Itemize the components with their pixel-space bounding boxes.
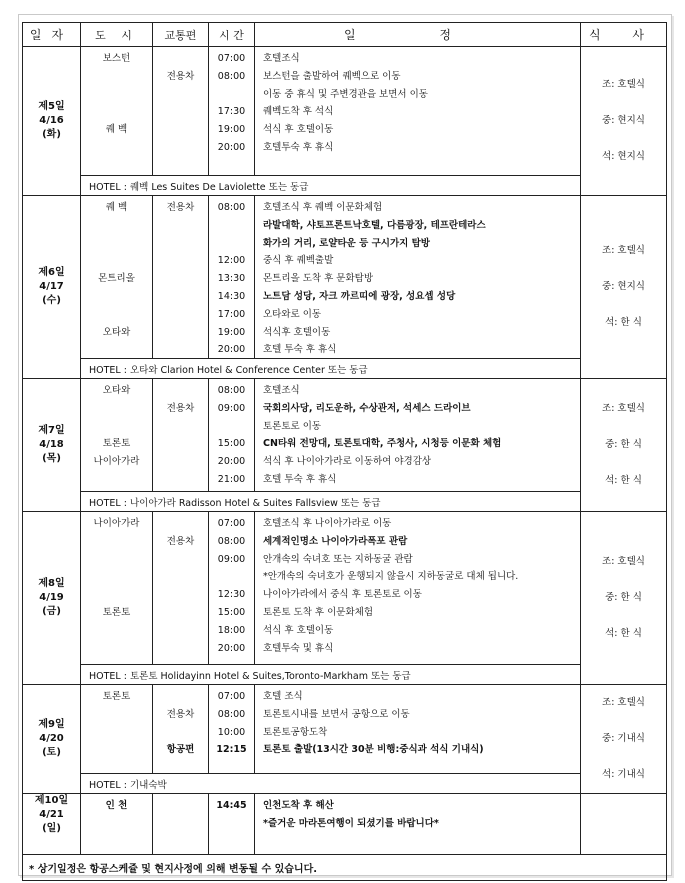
schedule-item: 호텔투숙 후 휴식 [263,141,334,153]
city-cell [81,640,152,658]
day-label-line: 4/20 [39,733,64,744]
time-column [209,685,255,774]
time-cell: 19:00 [217,124,246,136]
time-cell: 17:30 [217,106,246,118]
city-cell [81,471,152,489]
meal-item: 조: 호텔식 [602,697,645,708]
city-cell: 토론토 [102,606,131,618]
day-label-line: (화) [42,129,61,140]
day-label-line: (금) [42,606,61,617]
meal-item: 중: 기내식 [602,733,645,744]
time-cell: 18:00 [217,624,246,636]
meal-item: 중: 현지식 [602,115,645,126]
schedule-item: 화가의 거리, 로얄타운 등 구시가지 탐방 [263,237,430,249]
city-cell [81,724,152,742]
time-cell: 09:00 [217,553,246,565]
header-meal: 식 사 [581,23,667,47]
meal-item: 중: 한 식 [605,439,642,450]
city-cell [81,622,152,640]
transport-cell [153,288,208,306]
day-label-line: 제10일 [34,795,69,806]
transport-cell: 전용차 [166,535,195,547]
day-label [23,794,81,855]
day-row [23,379,667,492]
meal-item: 조: 호텔식 [602,245,645,256]
city-column [81,512,153,665]
day-label [23,379,81,512]
meal-column [581,47,667,196]
meal-item: 석: 한 식 [605,628,642,639]
transport-cell [153,324,208,342]
hotel-info: HOTEL : 토론토 Holidayinn Hotel & Suites,Toronto-Markham 또는 동급 [81,665,581,685]
schedule-item: 호텔 투숙 후 휴식 [263,344,337,356]
schedule-item: 호텔조식 후 퀘벡 이문화체험 [263,202,383,213]
time-cell: 12:15 [216,744,247,756]
schedule-column [255,196,581,359]
time-cell [209,235,254,253]
city-cell [81,217,152,235]
schedule-item: 오타와로 이동 [263,308,322,320]
schedule-item: 호텔 조식 [263,691,303,702]
schedule-item: 석식 후 호텔이동 [263,624,334,636]
time-cell: 07:00 [217,518,246,529]
transport-column [153,47,209,176]
schedule-item: CN타워 전망대, 토론토대학, 주청사, 시청등 이문화 체험 [263,438,502,450]
header-transport: 교통편 [153,23,209,47]
city-cell [81,306,152,324]
day-label-line: (토) [42,747,61,758]
meal-item: 조: 호텔식 [602,79,645,90]
time-cell: 09:00 [217,402,246,414]
city-cell: 퀘 벡 [105,202,128,213]
city-cell [81,288,152,306]
city-cell: 오타와 [102,385,131,396]
meal-item: 중: 현지식 [602,281,645,292]
transport-cell [153,235,208,253]
day-label-line: (목) [42,453,61,464]
transport-cell [153,306,208,324]
time-cell: 20:00 [217,642,246,654]
transport-cell [153,568,208,586]
transport-cell [153,640,208,658]
city-cell [81,586,152,604]
day-label [23,47,81,196]
transport-column [153,685,209,774]
schedule-item: 몬트리올 도착 후 문화탐방 [263,273,374,285]
city-cell [81,568,152,586]
day-label-line: 4/21 [39,809,64,820]
transport-cell: 전용차 [166,402,195,414]
day-label-line: 4/16 [39,115,64,126]
schedule-item: 세계적인명소 나이아가라폭포 관람 [263,535,408,547]
city-cell [81,235,152,253]
city-cell [81,706,152,724]
day-label-line: 제7일 [38,425,65,436]
transport-cell [153,418,208,436]
schedule-item: 석식 후 호텔이동 [263,124,334,136]
city-cell: 퀘 벡 [105,124,128,136]
footer-note: * 상기일정은 항공스케쥴 및 현지사정에 의해 변동될 수 있습니다. [23,855,667,881]
transport-column [153,794,209,855]
meal-column [581,685,667,794]
day-label [23,196,81,379]
hotel-row [23,176,667,196]
time-cell: 07:00 [217,53,246,64]
meal-item: 석: 현지식 [602,151,645,162]
schedule-item: 인천도착 후 해산 [263,800,334,811]
transport-cell: 전용차 [166,708,195,720]
time-cell: 13:30 [217,273,246,285]
city-cell [81,103,152,121]
day-row [23,685,667,774]
city-column [81,685,153,774]
time-cell: 19:00 [217,326,246,338]
meal-column [581,196,667,379]
schedule-column [255,47,581,176]
time-cell: 08:00 [217,202,246,213]
day-label-line: (일) [42,823,61,834]
schedule-item: 석식후 호텔이동 [263,326,331,338]
meal-item: 석: 한 식 [605,475,642,486]
schedule-item: 석식 후 나이아가라로 이동하여 야경감상 [263,456,432,468]
header-schedule: 일 정 [255,23,581,47]
meal-column [581,794,667,855]
transport-cell [153,586,208,604]
meal-column [581,512,667,685]
transport-cell [153,688,208,706]
hotel-info: HOTEL : 나이아가라 Radisson Hotel & Suites Fallsview 또는 동급 [81,492,581,512]
day-label-line: 4/18 [39,439,64,450]
day-label-line: 제5일 [38,101,65,112]
city-cell [81,418,152,436]
schedule-item: 중식 후 퀘벡출발 [263,255,334,267]
city-cell: 나이아가라 [93,456,140,468]
time-cell: 15:00 [217,438,246,450]
transport-column [153,512,209,665]
day-row [23,196,667,359]
time-cell: 12:00 [217,255,246,267]
transport-cell [153,121,208,139]
schedule-item: 토론토 도착 후 이문화체험 [263,606,374,618]
transport-cell [153,270,208,288]
schedule-item: 이동 중 휴식 및 주변경관을 보면서 이동 [263,88,428,100]
hotel-info: HOTEL : 기내숙박 [81,774,581,794]
transport-cell [153,103,208,121]
meal-item: 석: 한 식 [605,317,642,328]
city-cell [81,68,152,86]
transport-cell [153,453,208,471]
hotel-row [23,492,667,512]
city-cell: 토론토 [102,438,131,450]
day-label-line: 4/17 [39,281,64,292]
schedule-item: 나이아가라에서 중식 후 토론토로 이동 [263,589,422,601]
city-cell [81,341,152,359]
hotel-row [23,774,667,794]
hotel-info: HOTEL : 오타와 Clarion Hotel & Conference Center 또는 동급 [81,359,581,379]
time-cell: 15:00 [217,606,246,618]
time-column [209,512,255,665]
time-column [209,379,255,492]
time-cell: 10:00 [217,726,246,738]
city-cell [81,139,152,157]
schedule-item: 토론토공항도착 [263,726,328,738]
schedule-item: 퀘벡도착 후 석식 [263,106,334,118]
schedule-item: 라발대학, 샤토프론트낙호텔, 다름광장, 테프란테라스 [263,219,486,231]
schedule-column [255,512,581,665]
schedule-item: 호텔조식 [263,385,300,396]
meal-item: 조: 호텔식 [602,403,645,414]
transport-cell [153,86,208,104]
time-cell: 21:00 [217,473,246,485]
time-cell [209,568,254,586]
time-cell: 08:00 [217,535,246,547]
time-cell: 20:00 [217,456,246,468]
transport-column [153,196,209,359]
schedule-column [255,794,581,855]
time-cell: 08:00 [217,70,246,82]
transport-cell [153,515,208,533]
meal-column [581,379,667,512]
time-cell: 08:00 [217,708,246,720]
day-row [23,794,667,855]
day-label-line: 제9일 [38,719,65,730]
schedule-item: 토론토시내를 보면서 공항으로 이동 [263,708,410,720]
time-cell [209,86,254,104]
table-header [23,23,667,47]
schedule-column [255,379,581,492]
day-row [23,512,667,665]
transport-cell [153,435,208,453]
city-cell: 보스턴 [102,53,131,64]
transport-cell [153,622,208,640]
city-column [81,47,153,176]
transport-cell [153,551,208,569]
city-cell: 토론토 [102,691,131,702]
time-cell [209,217,254,235]
meal-item: 석: 기내식 [602,769,645,780]
schedule-item: *즐거운 마라톤여행이 되셨기를 바랍니다* [263,817,439,829]
transport-cell [153,471,208,489]
day-label [23,685,81,794]
schedule-column [255,685,581,774]
itinerary-table [22,22,667,881]
transport-cell [153,157,208,175]
transport-cell: 항공편 [166,744,195,756]
transport-cell [153,797,208,815]
header-time: 시 간 [209,23,255,47]
transport-cell [153,604,208,622]
city-column [81,196,153,359]
hotel-row [23,359,667,379]
table-body [23,47,667,855]
transport-cell [153,252,208,270]
time-cell: 08:00 [217,385,246,396]
hotel-row [23,665,667,685]
transport-cell [153,139,208,157]
city-cell [81,252,152,270]
schedule-item: 호텔조식 [263,53,300,64]
city-cell [81,86,152,104]
day-label-line: 4/19 [39,592,64,603]
city-cell [81,533,152,551]
day-label-line: 제6일 [38,267,65,278]
city-cell: 오타와 [102,326,131,338]
transport-cell [153,217,208,235]
meal-item: 중: 한 식 [605,592,642,603]
transport-cell: 전용차 [166,70,195,82]
city-cell: 나이아가라 [93,518,140,529]
hotel-info: HOTEL : 퀘벡 Les Suites De Laviolette 또는 동급 [81,176,581,196]
header-city: 도 시 [81,23,153,47]
city-cell: 몬트리올 [98,273,135,285]
schedule-item: 노트담 성당, 자크 까르띠에 광장, 성요셉 성당 [263,290,456,302]
schedule-item: 토론토로 이동 [263,420,322,432]
day-row [23,47,667,176]
transport-column [153,379,209,492]
time-cell: 20:00 [217,141,246,153]
header-day: 일자 [23,23,81,47]
transport-cell [153,341,208,359]
city-cell [81,400,152,418]
transport-cell [153,724,208,742]
schedule-item: 토론토 출발(13시간 30분 비행:중식과 석식 기내식) [263,744,484,756]
transport-cell [153,382,208,400]
time-column [209,794,255,855]
schedule-item: 호텔투숙 및 휴식 [263,642,334,654]
time-cell: 20:00 [217,344,246,356]
schedule-item: 보스턴을 출발하여 퀘벡으로 이동 [263,70,401,82]
time-cell: 12:30 [217,589,246,601]
time-cell: 14:30 [217,290,246,302]
schedule-item: 안개속의 숙녀호 또는 지하동굴 관람 [263,553,413,565]
city-column [81,794,153,855]
meal-item: 조: 호텔식 [602,556,645,567]
time-cell: 07:00 [217,691,246,702]
day-label-line: (수) [42,295,61,306]
time-cell: 17:00 [217,308,246,320]
city-column [81,379,153,492]
day-label [23,512,81,685]
time-cell [209,418,254,436]
day-label-line: 제8일 [38,578,65,589]
schedule-item: 국회의사당, 리도운하, 수상관저, 석세스 드라이브 [263,402,471,414]
time-cell: 14:45 [216,800,247,811]
schedule-item: *안개속의 숙녀호가 운행되지 않을시 지하동굴로 대체 됩니다. [263,571,519,583]
time-column [209,47,255,176]
city-cell [81,551,152,569]
schedule-item: 호텔 투숙 후 휴식 [263,473,337,485]
city-cell [81,157,152,175]
city-cell: 인 천 [105,800,128,811]
transport-cell: 전용차 [166,202,195,213]
schedule-item: 호텔조식 후 나이아가라로 이동 [263,518,392,529]
city-cell [81,741,152,759]
time-column [209,196,255,359]
transport-cell [153,50,208,68]
